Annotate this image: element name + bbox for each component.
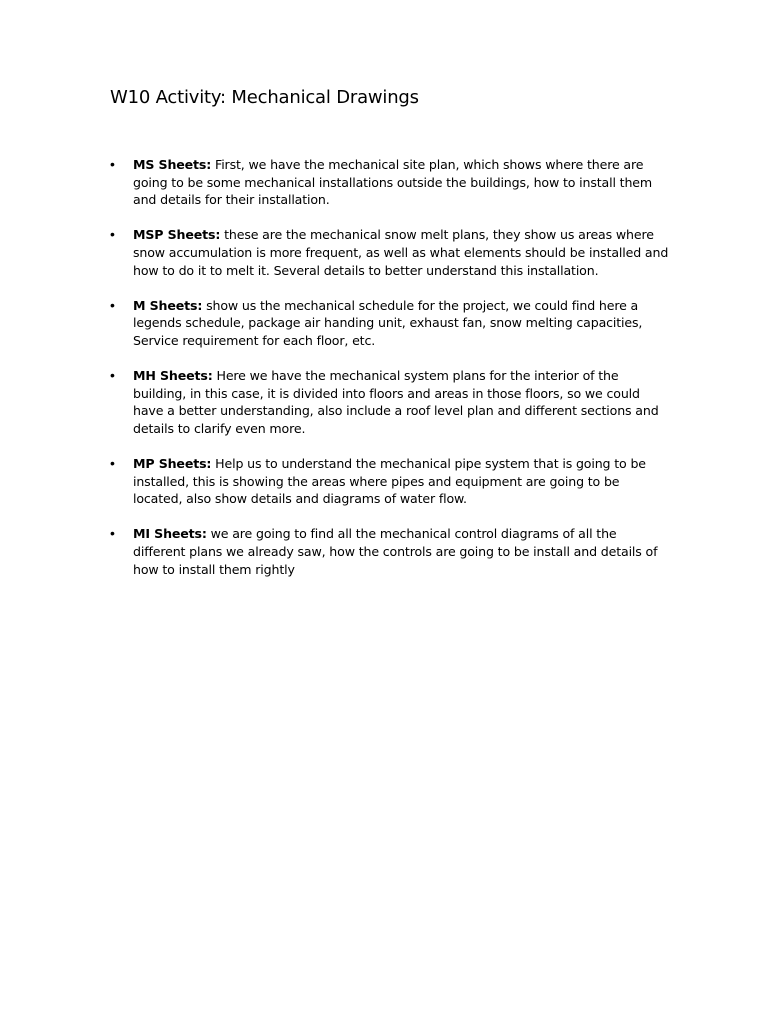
item-text: Help us to understand the mechanical pipe system that is going to be installed, this is showing the areas where pipes and equipment are going to be located, also show details and diagrams of water flow.	[133, 456, 646, 507]
item-label: MSP Sheets:	[133, 227, 221, 243]
bullet-icon: •	[110, 455, 115, 472]
item-label: MI Sheets:	[133, 526, 207, 542]
item-label: M Sheets:	[133, 297, 203, 313]
list-item-ms-sheets	[110, 156, 670, 209]
list-item-mi-sheets	[110, 525, 670, 578]
bullet-icon: •	[110, 156, 115, 172]
sheet-list	[110, 156, 670, 596]
list-item-mp-sheets	[110, 455, 670, 508]
item-text: First, we have the mechanical site plan, which shows where there are going to be some mechanical installations outside the buildings, how to install them and details for their installation.	[133, 157, 653, 208]
item-text: we are going to find all the mechanical control diagrams of all the different plans we already saw, how the controls are going to be install and details of how to install them rightly	[133, 526, 658, 577]
bullet-icon: •	[110, 226, 115, 243]
item-text: these are the mechanical snow melt plans, they show us areas where snow accumulation is more frequent, as well as what elements should be installed and how to do it to melt it. Several details to better understand this installation.	[133, 227, 669, 278]
list-item-m-sheets	[110, 297, 670, 350]
document-title: W10 Activity: Mechanical Drawings	[110, 87, 419, 108]
item-text: Here we have the mechanical system plans for the interior of the building, in this case, it is divided into floors and areas in those floors, so we could have a better understanding, also include a roof level plan and different sections and details to clarify even more.	[133, 368, 659, 436]
list-item-mh-sheets	[110, 367, 670, 437]
bullet-icon: •	[110, 367, 115, 384]
item-label: MS Sheets:	[133, 157, 212, 172]
item-label: MP Sheets:	[133, 456, 212, 472]
bullet-icon: •	[110, 525, 115, 542]
item-text: show us the mechanical schedule for the project, we could find here a legends schedule, package air handing unit, exhaust fan, snow melting capacities, Service requirement for each floor, etc.	[133, 297, 643, 348]
list-item-msp-sheets	[110, 226, 670, 279]
bullet-icon: •	[110, 296, 115, 313]
item-label: MH Sheets:	[133, 368, 213, 384]
